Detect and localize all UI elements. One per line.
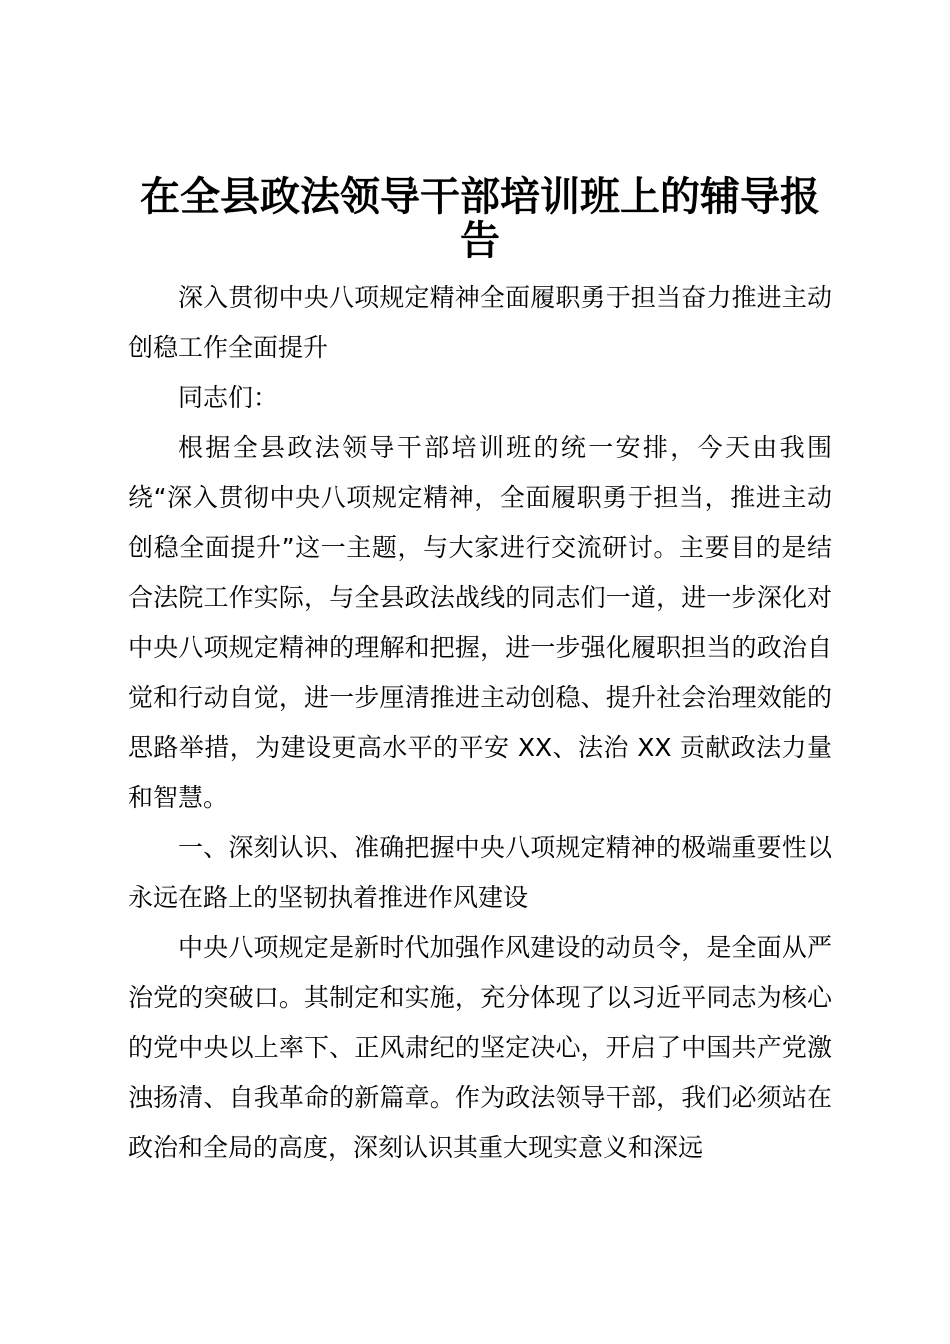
salutation: 同志们：	[178, 383, 279, 412]
body-paragraph: 中央八项规定是新时代加强作风建设的动员令，是全面从严治党的突破口。其制定和实施，充分体现了以习近平同志为核心的党中央以上率下、正风肃纪的坚定决心，开启了中国共产党激浊扬清、自我革命的新篇章。作为政法领导干部，我们必须站在政治和全局的高度，深刻认识其重大现实意义和深远	[128, 933, 832, 1162]
section-heading: 一、深刻认识、准确把握中央八项规定精神的极端重要性以永远在路上的坚韧执着推进作风建设	[128, 833, 832, 912]
document-body	[128, 175, 832, 1173]
body-paragraph: 根据全县政法领导干部培训班的统一安排，今天由我围绕“深入贯彻中央八项规定精神，全面履职勇于担当，推进主动创稳全面提升”这一主题，与大家进行交流研讨。主要目的是结合法院工作实际，与全县政法战线的同志们一道，进一步深化对中央八项规定精神的理解和把握，进一步强化履职担当的政治自觉和行动自觉，进一步厘清推进主动创稳、提升社会治理效能的思路举措，为建设更高水平的平安 XX、法治 XX 贡献政法力量和智慧。	[128, 433, 832, 812]
document-subtitle: 深入贯彻中央八项规定精神全面履职勇于担当奋力推进主动创稳工作全面提升	[128, 283, 832, 362]
document-title: 在全县政法领导干部培训班上的辅导报告	[140, 174, 820, 264]
